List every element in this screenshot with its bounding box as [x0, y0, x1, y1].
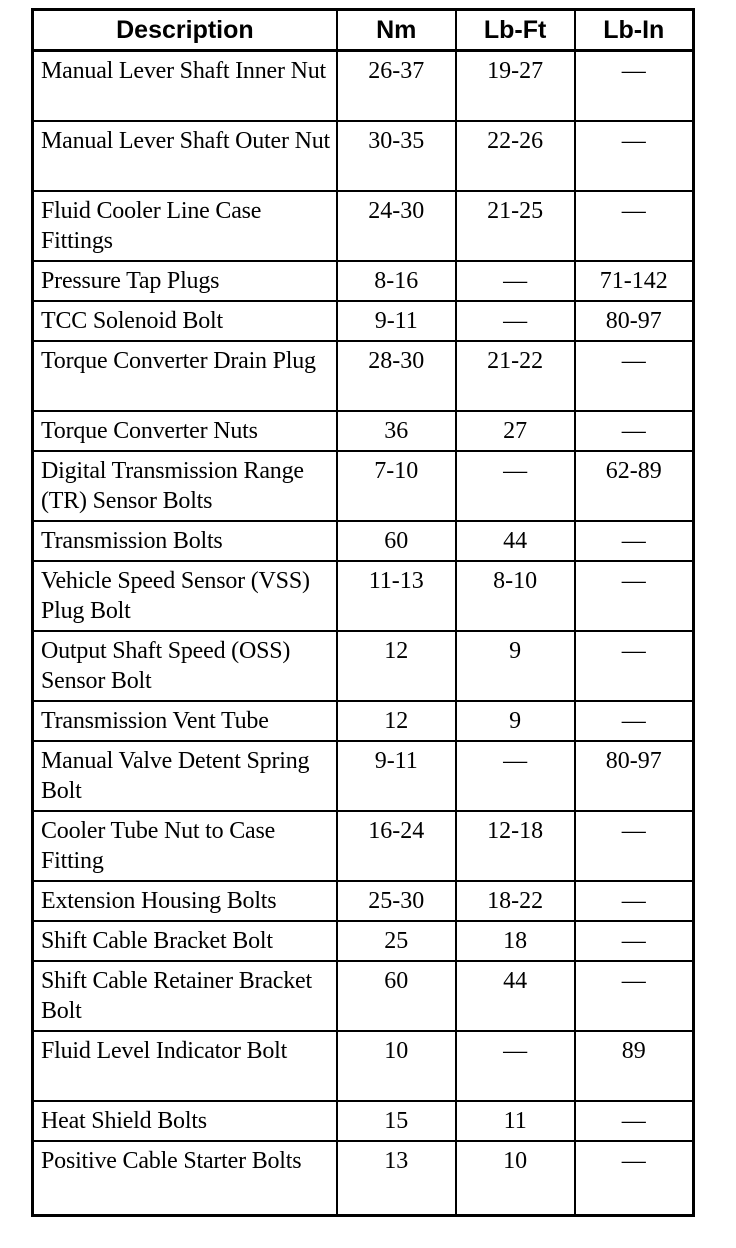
table-row — [33, 1141, 694, 1216]
cell-lbft: — — [456, 1031, 575, 1101]
cell-description: Shift Cable Retainer Bracket Bolt — [33, 961, 337, 1031]
table-row — [33, 811, 694, 881]
cell-nm: 11-13 — [337, 561, 456, 631]
cell-lbft: — — [456, 261, 575, 301]
cell-nm: 26-37 — [337, 51, 456, 122]
cell-description: Output Shaft Speed (OSS) Sensor Bolt — [33, 631, 337, 701]
cell-lbft: 18-22 — [456, 881, 575, 921]
cell-description: Manual Lever Shaft Inner Nut — [33, 51, 337, 122]
cell-description: Manual Valve Detent Spring Bolt — [33, 741, 337, 811]
cell-lbin: — — [575, 191, 694, 261]
cell-lbft: 19-27 — [456, 51, 575, 122]
cell-lbin: — — [575, 51, 694, 122]
cell-description: Pressure Tap Plugs — [33, 261, 337, 301]
cell-lbft: — — [456, 301, 575, 341]
cell-description: Torque Converter Nuts — [33, 411, 337, 451]
cell-lbft: 9 — [456, 631, 575, 701]
cell-lbft: 22-26 — [456, 121, 575, 191]
cell-lbft: 21-22 — [456, 341, 575, 411]
cell-nm: 15 — [337, 1101, 456, 1141]
table-row — [33, 961, 694, 1031]
cell-nm: 28-30 — [337, 341, 456, 411]
cell-nm: 10 — [337, 1031, 456, 1101]
cell-lbin: — — [575, 921, 694, 961]
cell-nm: 9-11 — [337, 301, 456, 341]
cell-lbin: — — [575, 121, 694, 191]
cell-nm: 24-30 — [337, 191, 456, 261]
cell-lbin: — — [575, 341, 694, 411]
cell-lbft: 18 — [456, 921, 575, 961]
table-row — [33, 1031, 694, 1101]
header-nm: Nm — [337, 10, 456, 51]
cell-lbft: 11 — [456, 1101, 575, 1141]
table-row — [33, 451, 694, 521]
cell-nm: 25-30 — [337, 881, 456, 921]
cell-nm: 12 — [337, 701, 456, 741]
table-row — [33, 51, 694, 122]
cell-lbft: — — [456, 451, 575, 521]
cell-lbft: 44 — [456, 961, 575, 1031]
cell-nm: 30-35 — [337, 121, 456, 191]
cell-nm: 60 — [337, 961, 456, 1031]
table-row — [33, 631, 694, 701]
cell-nm: 7-10 — [337, 451, 456, 521]
table-row — [33, 701, 694, 741]
table-row — [33, 921, 694, 961]
cell-lbin: — — [575, 411, 694, 451]
cell-lbin: — — [575, 561, 694, 631]
cell-lbft: — — [456, 741, 575, 811]
cell-nm: 60 — [337, 521, 456, 561]
cell-lbft: 9 — [456, 701, 575, 741]
cell-description: Transmission Bolts — [33, 521, 337, 561]
cell-lbft: 10 — [456, 1141, 575, 1216]
cell-lbft: 44 — [456, 521, 575, 561]
cell-description: TCC Solenoid Bolt — [33, 301, 337, 341]
cell-lbin: 80-97 — [575, 301, 694, 341]
header-lbin: Lb-In — [575, 10, 694, 51]
table-row — [33, 191, 694, 261]
table-row — [33, 561, 694, 631]
cell-nm: 13 — [337, 1141, 456, 1216]
torque-spec-table — [31, 8, 695, 1217]
table-row — [33, 121, 694, 191]
table-row — [33, 741, 694, 811]
cell-description: Transmission Vent Tube — [33, 701, 337, 741]
table-row — [33, 521, 694, 561]
cell-description: Extension Housing Bolts — [33, 881, 337, 921]
header-row — [33, 10, 694, 51]
cell-nm: 36 — [337, 411, 456, 451]
cell-nm: 12 — [337, 631, 456, 701]
cell-lbin: — — [575, 1101, 694, 1141]
cell-description: Digital Transmission Range (TR) Sensor Bolts — [33, 451, 337, 521]
cell-description: Heat Shield Bolts — [33, 1101, 337, 1141]
table-row — [33, 411, 694, 451]
cell-lbin: 71-142 — [575, 261, 694, 301]
header-lbft: Lb-Ft — [456, 10, 575, 51]
cell-nm: 16-24 — [337, 811, 456, 881]
cell-lbin: — — [575, 521, 694, 561]
cell-description: Torque Converter Drain Plug — [33, 341, 337, 411]
table-row — [33, 881, 694, 921]
cell-lbin: — — [575, 881, 694, 921]
cell-lbin: — — [575, 1141, 694, 1216]
cell-lbft: 27 — [456, 411, 575, 451]
cell-lbft: 12-18 — [456, 811, 575, 881]
cell-description: Cooler Tube Nut to Case Fitting — [33, 811, 337, 881]
cell-description: Manual Lever Shaft Outer Nut — [33, 121, 337, 191]
table-row — [33, 261, 694, 301]
header-description: Description — [33, 10, 337, 51]
cell-lbin: 80-97 — [575, 741, 694, 811]
cell-nm: 8-16 — [337, 261, 456, 301]
cell-nm: 9-11 — [337, 741, 456, 811]
table-row — [33, 341, 694, 411]
cell-lbin: — — [575, 811, 694, 881]
cell-lbft: 21-25 — [456, 191, 575, 261]
cell-lbin: — — [575, 631, 694, 701]
cell-description: Fluid Level Indicator Bolt — [33, 1031, 337, 1101]
cell-lbft: 8-10 — [456, 561, 575, 631]
cell-description: Positive Cable Starter Bolts — [33, 1141, 337, 1216]
cell-description: Fluid Cooler Line Case Fittings — [33, 191, 337, 261]
cell-lbin: 62-89 — [575, 451, 694, 521]
cell-nm: 25 — [337, 921, 456, 961]
cell-lbin: 89 — [575, 1031, 694, 1101]
table-row — [33, 301, 694, 341]
cell-lbin: — — [575, 961, 694, 1031]
table-row — [33, 1101, 694, 1141]
cell-description: Shift Cable Bracket Bolt — [33, 921, 337, 961]
cell-lbin: — — [575, 701, 694, 741]
cell-description: Vehicle Speed Sensor (VSS) Plug Bolt — [33, 561, 337, 631]
